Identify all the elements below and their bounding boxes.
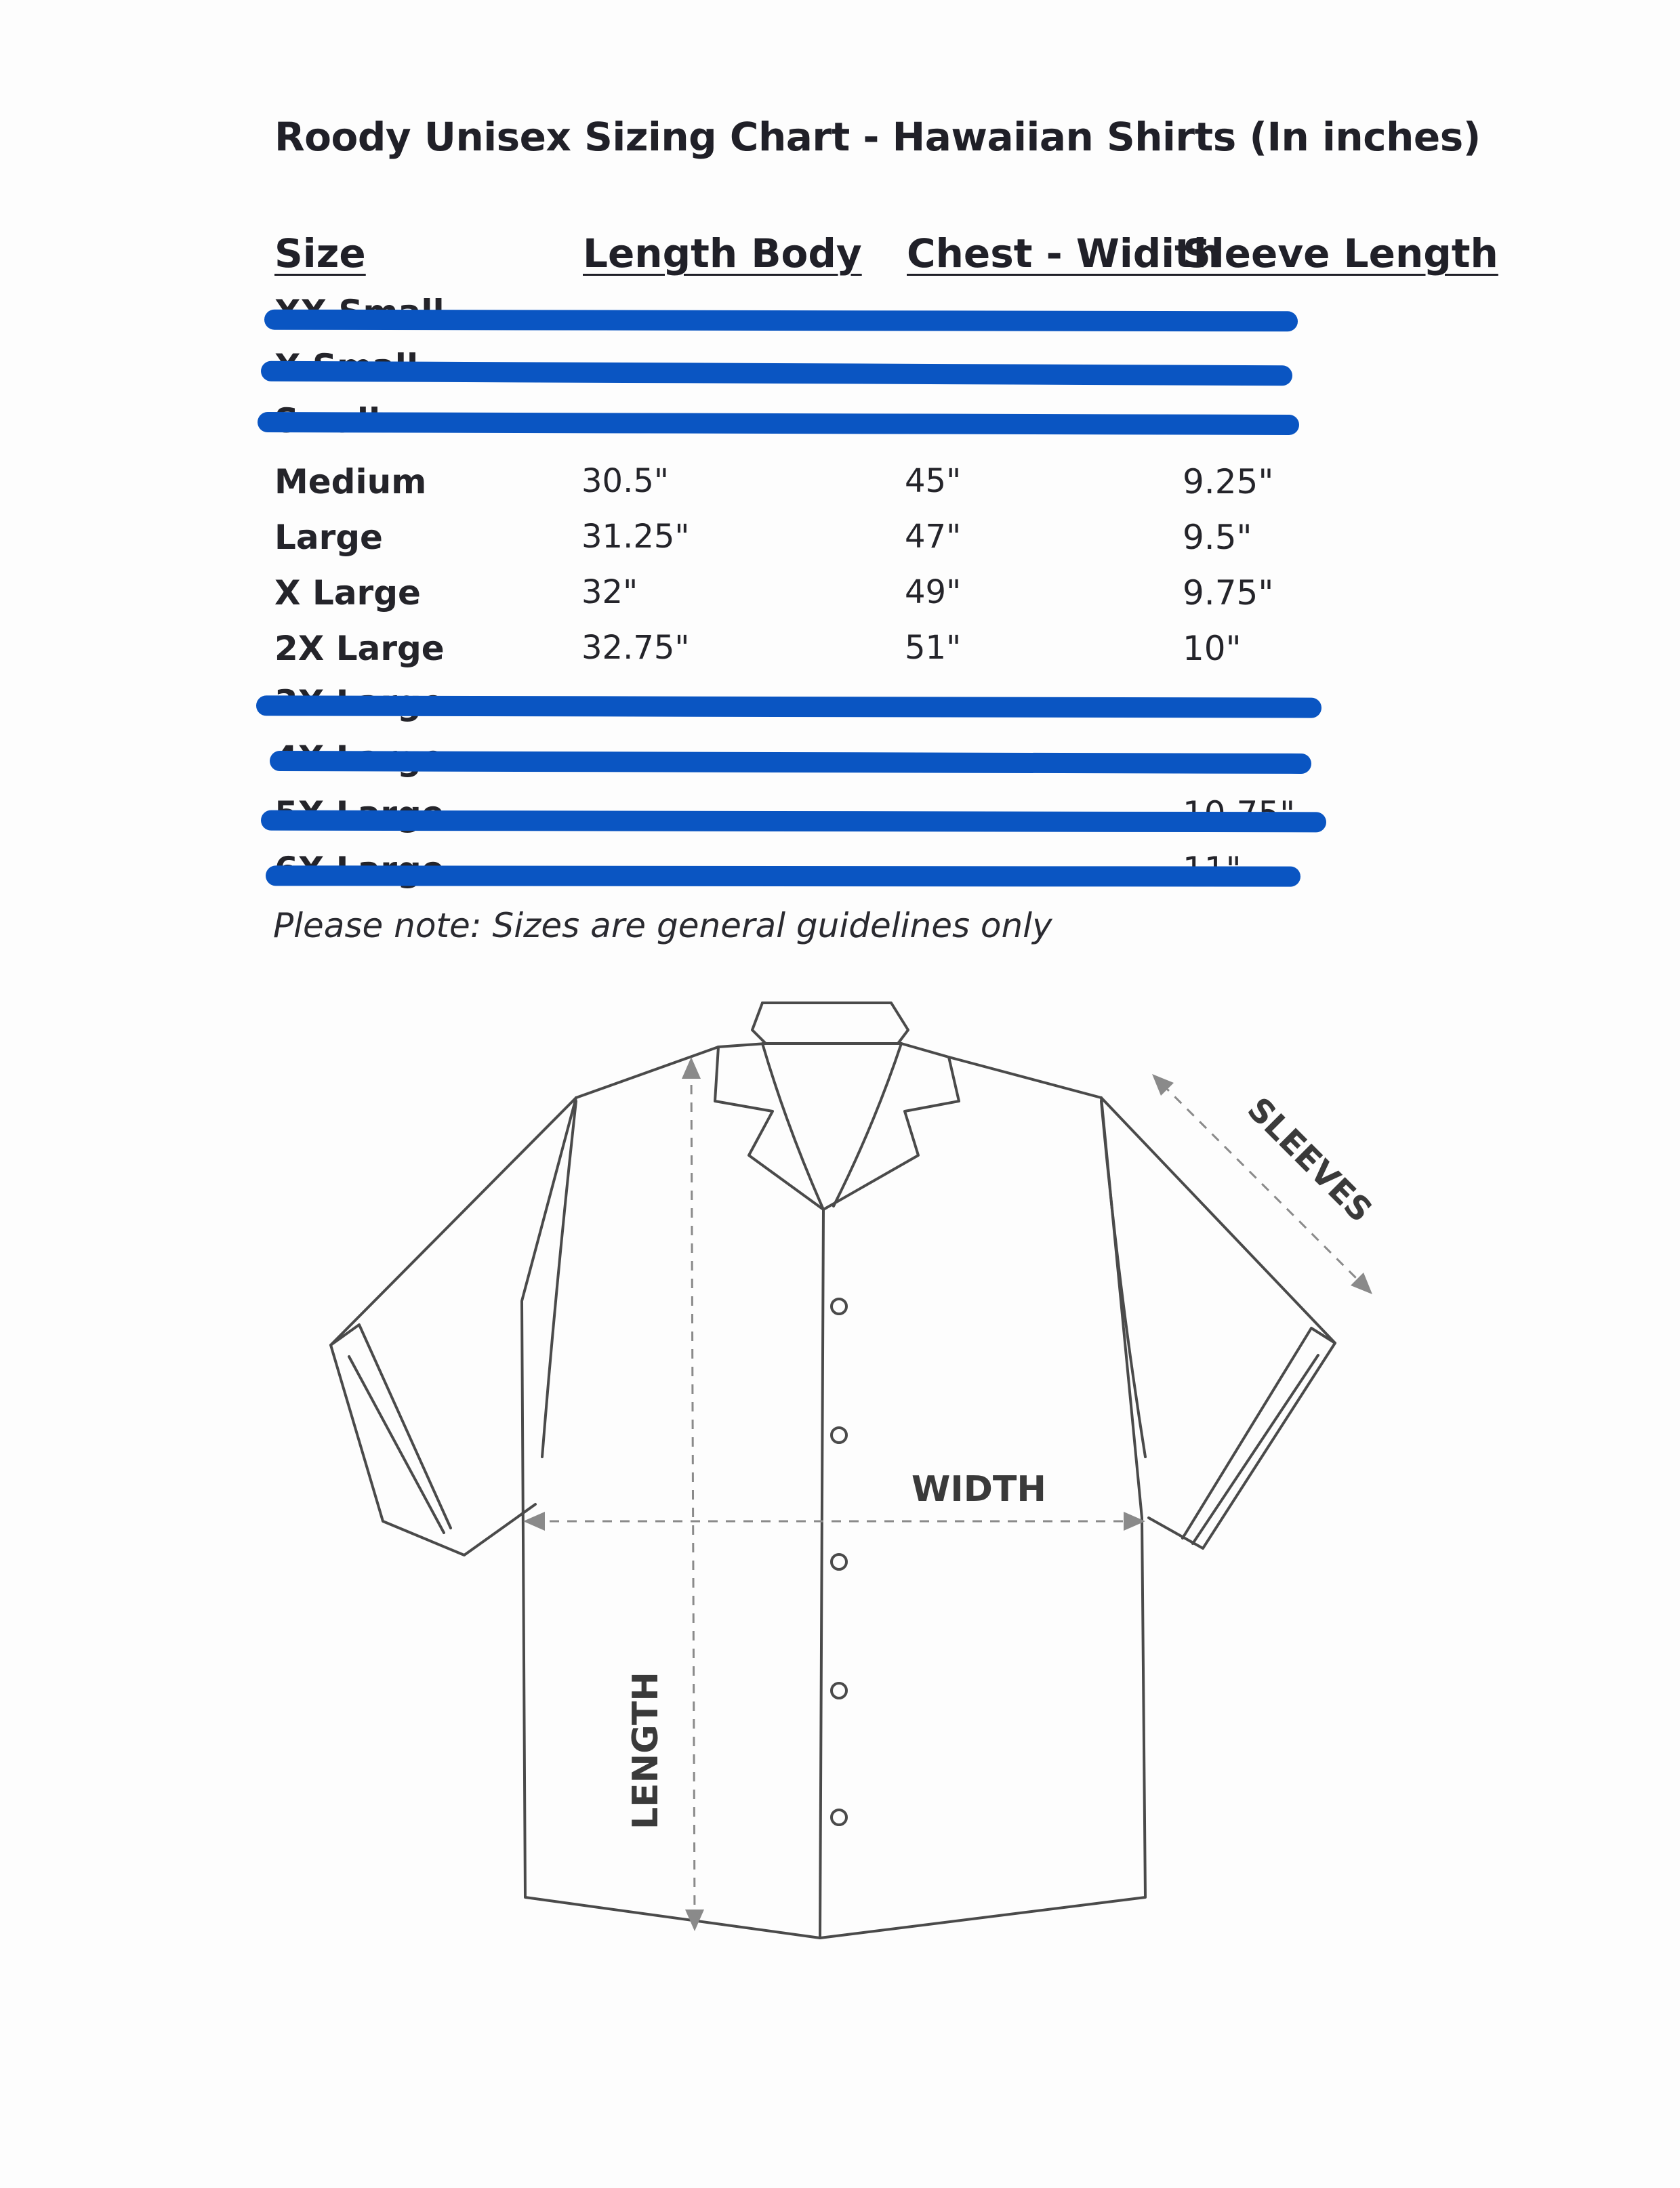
chest-cell: 49" [905, 573, 962, 611]
column-header-chest-width: Chest - Widith [907, 230, 1222, 276]
length-cell: 30.5" [581, 462, 669, 500]
sizing-note: Please note: Sizes are general guidelines only [273, 906, 1052, 945]
chest-cell: 45" [905, 462, 962, 500]
size-cell: Medium [274, 462, 427, 501]
sleeve-cell: 9.25" [1183, 462, 1274, 501]
length-cell: 32" [581, 573, 638, 611]
column-header-length-body: Length Body [583, 230, 862, 276]
sleeve-cell: 9.5" [1183, 518, 1252, 557]
length-cell: 32.75" [581, 629, 690, 667]
width-label: WIDTH [911, 1469, 1046, 1510]
length-cell: 31.25" [581, 518, 690, 556]
sleeves-label: SLEEVES [1239, 1090, 1380, 1230]
size-cell: 2X Large [274, 629, 445, 668]
column-header-size: Size [274, 230, 366, 276]
shirt-outline [331, 1003, 1335, 1938]
length-label: LENGTH [626, 1672, 666, 1830]
size-cell: Large [274, 518, 383, 557]
shirt-buttons [832, 1299, 846, 1825]
chest-cell: 47" [905, 518, 962, 556]
size-cell: X Large [274, 573, 421, 613]
chest-cell: 51" [905, 629, 962, 667]
chart-title: Roody Unisex Sizing Chart - Hawaiian Shirts (In inches) [274, 114, 1481, 160]
column-header-sleeve-length: Sleeve Length [1183, 230, 1498, 276]
sleeve-cell: 9.75" [1183, 573, 1274, 613]
sleeve-cell: 10" [1183, 629, 1242, 668]
